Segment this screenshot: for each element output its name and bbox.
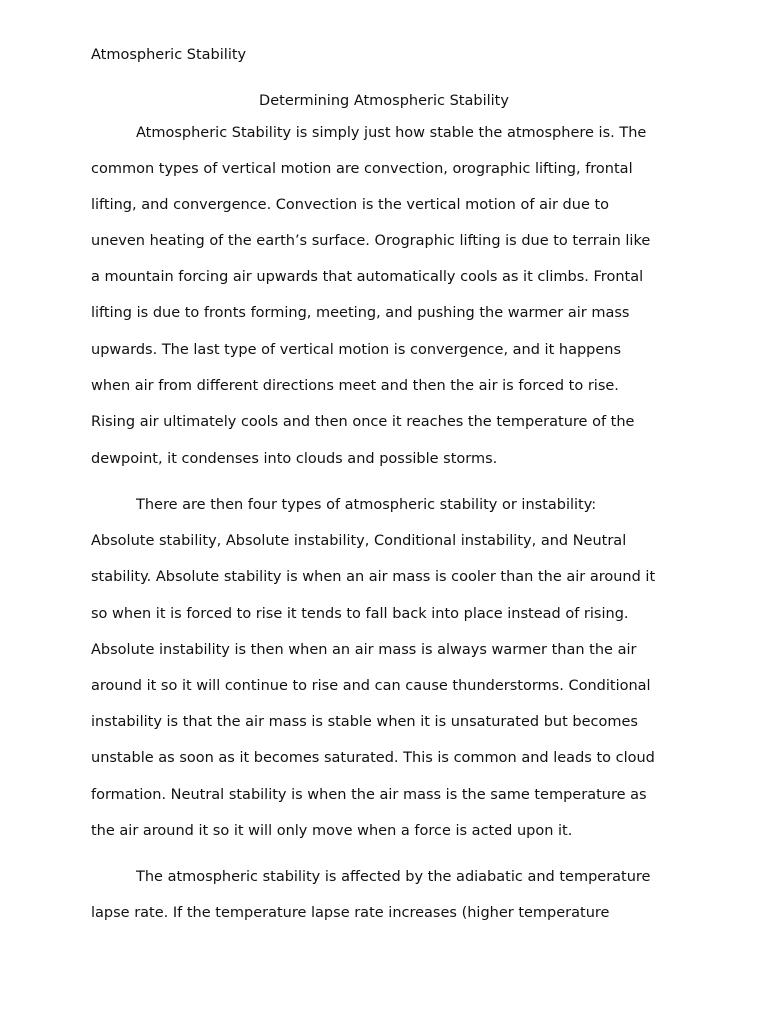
paragraph-2-line-3: stability. Absolute stability is when an air mass is cooler than the air around it: [91, 569, 656, 585]
paragraph-1-line-10: dewpoint, it condenses into clouds and possible storms.: [91, 451, 498, 467]
paragraph-1-line-5: a mountain forcing air upwards that automatically cools as it climbs. Frontal: [91, 269, 644, 285]
document-title: Determining Atmospheric Stability: [259, 93, 509, 109]
paragraph-1-line-3: lifting, and convergence. Convection is the vertical motion of air due to: [91, 197, 610, 213]
paragraph-1-line-2: common types of vertical motion are convection, orographic lifting, frontal: [91, 161, 633, 177]
paragraph-2-line-5: Absolute instability is then when an air mass is always warmer than the air: [91, 642, 637, 658]
paragraph-2-line-7: instability is that the air mass is stable when it is unsaturated but becomes: [91, 714, 638, 730]
paragraph-1-line-7: upwards. The last type of vertical motion is convergence, and it happens: [91, 342, 622, 358]
paragraph-3-line-1: The atmospheric stability is affected by the adiabatic and temperature: [136, 869, 651, 885]
paragraph-2-line-10: the air around it so it will only move when a force is acted upon it.: [91, 823, 573, 839]
paragraph-2-line-2: Absolute stability, Absolute instability, Conditional instability, and Neutral: [91, 533, 627, 549]
paragraph-2-line-8: unstable as soon as it becomes saturated. This is common and leads to cloud: [91, 750, 655, 766]
paragraph-2-line-9: formation. Neutral stability is when the air mass is the same temperature as: [91, 787, 647, 803]
running-head: Atmospheric Stability: [91, 47, 247, 63]
paragraph-2-line-4: so when it is forced to rise it tends to fall back into place instead of rising.: [91, 606, 629, 622]
paragraph-3-line-2: lapse rate. If the temperature lapse rate increases (higher temperature: [91, 905, 610, 921]
paragraph-2-line-1: There are then four types of atmospheric stability or instability:: [136, 497, 597, 513]
paragraph-1-line-8: when air from different directions meet and then the air is forced to rise.: [91, 378, 619, 394]
paragraph-1-line-6: lifting is due to fronts forming, meeting, and pushing the warmer air mass: [91, 305, 630, 321]
paragraph-1-line-4: uneven heating of the earth’s surface. Orographic lifting is due to terrain like: [91, 233, 651, 249]
paragraph-2-line-6: around it so it will continue to rise and can cause thunderstorms. Conditional: [91, 678, 651, 694]
paragraph-1-line-9: Rising air ultimately cools and then once it reaches the temperature of the: [91, 414, 635, 430]
paragraph-1-line-1: Atmospheric Stability is simply just how stable the atmosphere is. The: [136, 125, 647, 141]
